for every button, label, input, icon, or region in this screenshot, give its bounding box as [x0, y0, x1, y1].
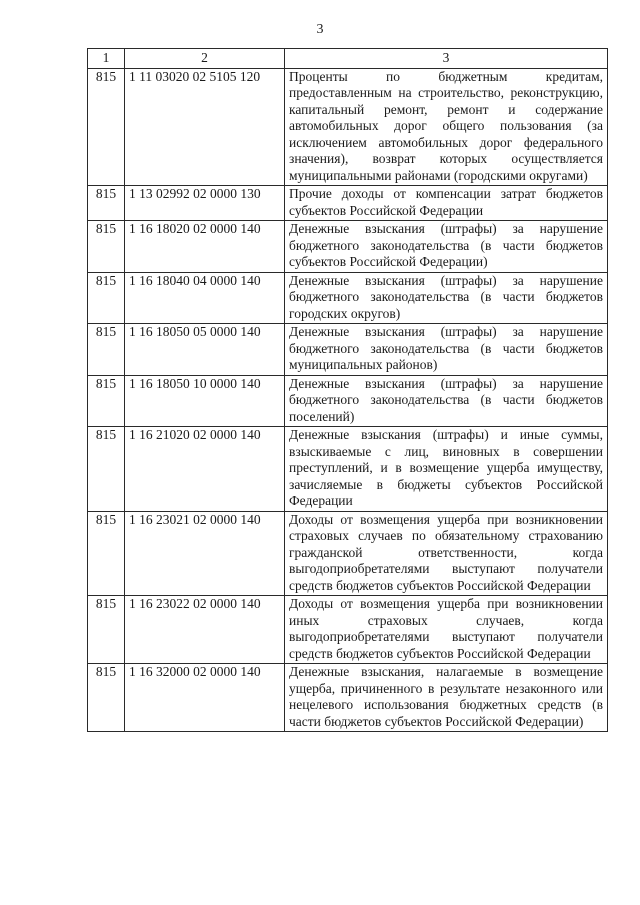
budget-code-cell: 1 13 02992 02 0000 130 — [125, 186, 285, 221]
table-row — [88, 272, 608, 324]
budget-code-cell: 1 16 18020 02 0000 140 — [125, 221, 285, 273]
budget-code-cell: 1 16 18040 04 0000 140 — [125, 272, 285, 324]
admin-code-cell: 815 — [88, 272, 125, 324]
column-header-2: 2 — [125, 49, 285, 69]
revenue-name-cell: Денежные взыскания (штрафы) и иные суммы, взыскиваемые с лиц, виновных в совершении преступлений, и в возмещение ущерба имуществу, зачисляемые в бюджеты субъектов Российской Федерации — [285, 427, 608, 512]
revenue-codes-table — [87, 48, 608, 732]
revenue-name-cell: Доходы от возмещения ущерба при возникновении страховых случаев по обязательному страхованию гражданской ответственности, когда выгодоприобретателями выступают получатели средств бюджетов субъектов Российской Федерации — [285, 511, 608, 596]
budget-code-cell: 1 11 03020 02 5105 120 — [125, 68, 285, 186]
revenue-name-cell: Прочие доходы от компенсации затрат бюджетов субъектов Российской Федерации — [285, 186, 608, 221]
table-row — [88, 427, 608, 512]
revenue-name-cell: Денежные взыскания (штрафы) за нарушение бюджетного законодательства (в части бюджетов городских округов) — [285, 272, 608, 324]
admin-code-cell: 815 — [88, 664, 125, 732]
table-row — [88, 324, 608, 376]
admin-code-cell: 815 — [88, 68, 125, 186]
revenue-name-cell: Денежные взыскания, налагаемые в возмещение ущерба, причиненного в результате незаконного или нецелевого использования бюджетных средств (в части бюджетов субъектов Российской Федерации) — [285, 664, 608, 732]
revenue-name-cell: Денежные взыскания (штрафы) за нарушение бюджетного законодательства (в части бюджетов субъектов Российской Федерации) — [285, 221, 608, 273]
table-row — [88, 375, 608, 427]
admin-code-cell: 815 — [88, 324, 125, 376]
table-row — [88, 664, 608, 732]
admin-code-cell: 815 — [88, 511, 125, 596]
admin-code-cell: 815 — [88, 427, 125, 512]
budget-code-cell: 1 16 23021 02 0000 140 — [125, 511, 285, 596]
admin-code-cell: 815 — [88, 221, 125, 273]
budget-code-cell: 1 16 32000 02 0000 140 — [125, 664, 285, 732]
table-row — [88, 511, 608, 596]
admin-code-cell: 815 — [88, 375, 125, 427]
table-row — [88, 186, 608, 221]
budget-code-cell: 1 16 18050 10 0000 140 — [125, 375, 285, 427]
revenue-name-cell: Денежные взыскания (штрафы) за нарушение бюджетного законодательства (в части бюджетов муниципальных районов) — [285, 324, 608, 376]
table-row — [88, 68, 608, 186]
revenue-name-cell: Доходы от возмещения ущерба при возникновении иных страховых случаев, когда выгодоприобретателями выступают получатели средств бюджетов субъектов Российской Федерации — [285, 596, 608, 664]
table-row — [88, 221, 608, 273]
budget-code-cell: 1 16 21020 02 0000 140 — [125, 427, 285, 512]
budget-code-cell: 1 16 23022 02 0000 140 — [125, 596, 285, 664]
page-number: 3 — [316, 22, 324, 37]
column-header-1: 1 — [88, 49, 125, 69]
admin-code-cell: 815 — [88, 186, 125, 221]
revenue-name-cell: Денежные взыскания (штрафы) за нарушение бюджетного законодательства (в части бюджетов поселений) — [285, 375, 608, 427]
table-header-row — [88, 49, 608, 69]
column-header-3: 3 — [285, 49, 608, 69]
admin-code-cell: 815 — [88, 596, 125, 664]
table-row — [88, 596, 608, 664]
budget-code-cell: 1 16 18050 05 0000 140 — [125, 324, 285, 376]
revenue-name-cell: Проценты по бюджетным кредитам, предоставленным на строительство, реконструкцию, капитальный ремонт, ремонт и содержание автомобильных дорог общего пользования (за исключением автомобильных дорог федерального значения), возврат которых осуществляется муниципальными районами (городскими округами) — [285, 68, 608, 186]
